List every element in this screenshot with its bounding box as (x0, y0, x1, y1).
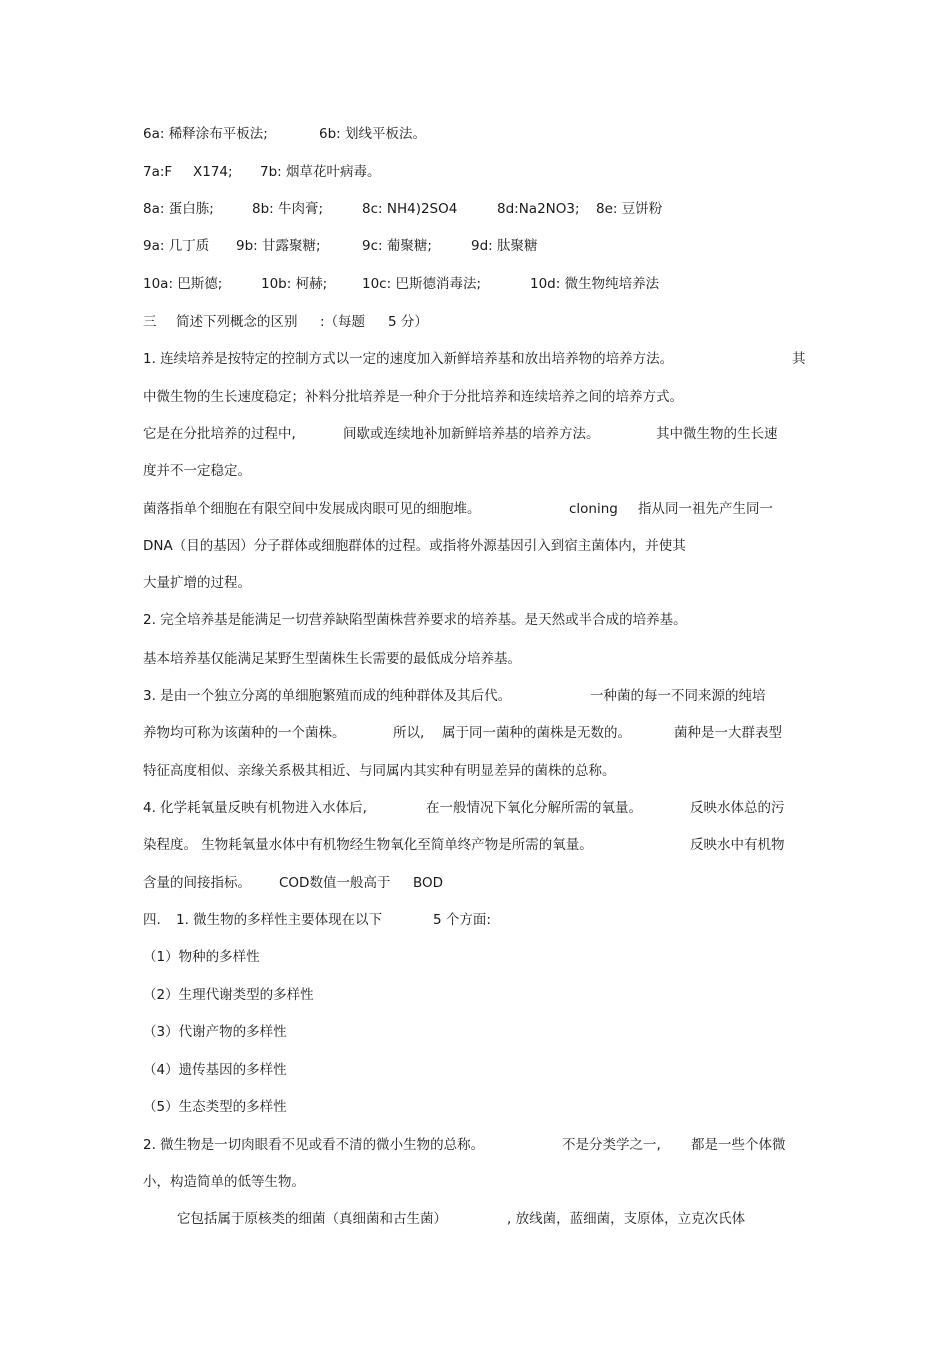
text-line (0, 759, 950, 783)
text-segment: 不是分类学之一, (562, 1137, 661, 1153)
list-item (0, 945, 950, 969)
text-segment: COD数值一般高于 (279, 875, 391, 891)
text-segment: 6b: 划线平板法。 (319, 126, 426, 142)
text-line (0, 647, 950, 671)
text-line (0, 459, 950, 483)
text-segment: 间歇或连续地补加新鲜培养基的培养方法。 (343, 426, 600, 442)
text-segment: 1. 连续培养是按特定的控制方式以一定的速度加入新鲜培养基和放出培养物的培养方法。 (143, 351, 674, 367)
text-segment: 8c: NH4)2SO4 (362, 201, 458, 217)
text-segment: 所以, (393, 725, 425, 741)
text-line (0, 684, 950, 708)
text-line (0, 197, 950, 221)
text-segment: 一种菌的每一不同来源的纯培 (590, 688, 766, 704)
text-line (0, 721, 950, 745)
text-segment: （1）物种的多样性 (143, 949, 260, 965)
text-line (0, 272, 950, 296)
text-segment: 养物均可称为该菌种的一个菌株。 (143, 725, 346, 741)
text-line (0, 422, 950, 446)
text-segment: 3. 是由一个独立分离的单细胞繁殖而成的纯种群体及其后代。 (143, 688, 512, 704)
text-segment: 10b: 柯赫; (261, 276, 328, 292)
text-segment: 属于同一菌种的菌株是无数的。 (442, 725, 631, 741)
text-segment: 都是一些个体微 (691, 1137, 786, 1153)
text-line (0, 608, 950, 632)
text-segment: DNA（目的基因）分子群体或细胞群体的过程。或指将外源基因引入到宿主菌体内，并使其 (143, 538, 686, 554)
text-line (0, 1207, 950, 1231)
text-line (0, 871, 950, 895)
text-segment: 9d: 肽聚糖 (471, 238, 538, 254)
text-segment: 特征高度相似、亲缘关系极其相近、与同属内其实种有明显差异的菌株的总称。 (143, 763, 616, 779)
text-segment: 9b: 甘露聚糖; (236, 238, 321, 254)
text-segment: 指从同一祖先产生同一 (638, 501, 773, 517)
text-segment: 9a: 几丁质 (143, 238, 210, 254)
text-segment: （2）生理代谢类型的多样性 (143, 987, 314, 1003)
text-segment: 8a: 蛋白胨; (143, 201, 214, 217)
text-segment: 9c: 葡聚糖; (362, 238, 432, 254)
text-line (0, 160, 950, 184)
text-segment: , 放线菌，蓝细菌，支原体，立克次氏体 (507, 1211, 746, 1227)
text-segment: 2. 完全培养基是能满足一切营养缺陷型菌株营养要求的培养基。是天然或半合成的培养基。 (143, 612, 687, 628)
section-heading (0, 310, 950, 334)
text-segment: 反映水体总的污 (690, 800, 785, 816)
text-segment: 小，构造简单的低等生物。 (143, 1174, 305, 1190)
text-segment: 7a:F (143, 164, 173, 180)
text-segment: （3）代谢产物的多样性 (143, 1024, 287, 1040)
text-line (0, 833, 950, 857)
text-line (0, 1170, 950, 1194)
text-segment: 10a: 巴斯德; (143, 276, 223, 292)
text-segment: 度并不一定稳定。 (143, 463, 251, 479)
text-segment: 10d: 微生物纯培养法 (530, 276, 660, 292)
text-segment: 它包括属于原核类的细菌（真细菌和古生菌） (177, 1211, 447, 1227)
text-line (0, 497, 950, 521)
text-segment: 大量扩增的过程。 (143, 575, 251, 591)
text-segment: 2. 微生物是一切肉眼看不见或看不清的微小生物的总称。 (143, 1137, 485, 1153)
text-segment: 7b: 烟草花叶病毒。 (260, 164, 381, 180)
list-item (0, 1095, 950, 1119)
text-segment: X174; (193, 164, 233, 180)
text-segment: 染程度。 生物耗氧量水体中有机物经生物氧化至简单终产物是所需的氧量。 (143, 837, 593, 853)
text-segment: 基本培养基仅能满足某野生型菌株生长需要的最低成分培养基。 (143, 651, 521, 667)
text-segment: （5）生态类型的多样性 (143, 1099, 287, 1115)
text-line (0, 796, 950, 820)
text-segment: 四. (143, 912, 161, 928)
text-segment: 在一般情况下氧化分解所需的氧量。 (426, 800, 642, 816)
text-segment: 10c: 巴斯德消毒法; (362, 276, 481, 292)
text-segment: 1. 微生物的多样性主要体现在以下 (176, 912, 383, 928)
text-segment: 简述下列概念的区别 (176, 314, 298, 330)
list-item (0, 1058, 950, 1082)
text-segment: 其中微生物的生长速 (656, 426, 778, 442)
text-line (0, 571, 950, 595)
text-segment: BOD (413, 875, 444, 891)
text-segment: :（每题 (320, 314, 366, 330)
text-segment: 8b: 牛肉膏; (252, 201, 324, 217)
text-segment: 其 (792, 351, 806, 367)
text-line (0, 347, 950, 371)
text-segment: 中微生物的生长速度稳定；补料分批培养是一种介于分批培养和连续培养之间的培养方式。 (143, 389, 683, 405)
text-line (0, 534, 950, 558)
text-segment: 5 个方面: (433, 912, 491, 928)
text-segment: 它是在分批培养的过程中, (143, 426, 296, 442)
text-segment: （4）遗传基因的多样性 (143, 1062, 287, 1078)
section-heading (0, 908, 950, 932)
text-segment: 5 分） (388, 314, 428, 330)
text-line (0, 234, 950, 258)
text-line (0, 1133, 950, 1157)
list-item (0, 1020, 950, 1044)
text-segment: 菌落指单个细胞在有限空间中发展成肉眼可见的细胞堆。 (143, 501, 481, 517)
text-segment: 反映水中有机物 (690, 837, 785, 853)
text-segment: 三 (143, 314, 157, 330)
text-segment: 含量的间接指标。 (143, 875, 251, 891)
text-segment: 4. 化学耗氧量反映有机物进入水体后, (143, 800, 367, 816)
text-segment: cloning (569, 501, 618, 517)
text-line (0, 122, 950, 146)
text-segment: 8e: 豆饼粉 (596, 201, 663, 217)
text-segment: 6a: 稀释涂布平板法; (143, 126, 268, 142)
text-line (0, 385, 950, 409)
list-item (0, 983, 950, 1007)
text-segment: 8d:Na2NO3; (497, 201, 580, 217)
text-segment: 菌种是一大群表型 (674, 725, 782, 741)
